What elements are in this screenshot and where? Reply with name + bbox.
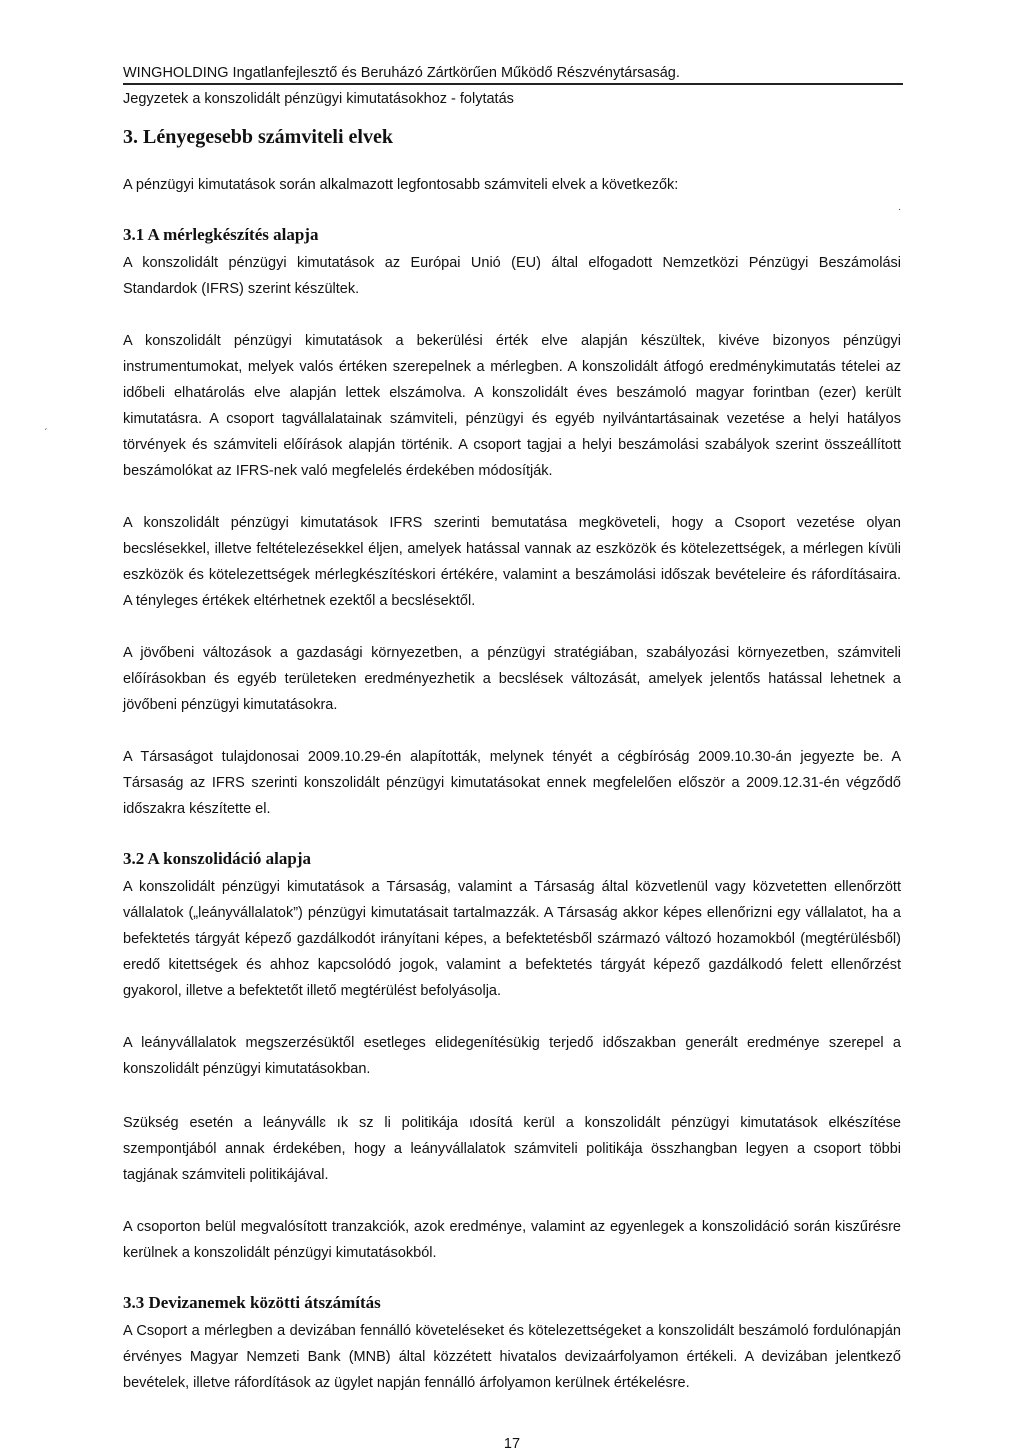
subsection-3-3-title: 3.3 Devizanemek közötti átszámítás [123,1293,381,1312]
section-intro: A pénzügyi kimutatások során alkalmazott legfontosabb számviteli elvek a következők: [123,177,679,193]
subsection-3-1-title: 3.1 A mérlegkészítés alapja [123,225,319,244]
section-title: 3. Lényegesebb számviteli elvek [123,126,393,148]
s31-paragraph-5: A Társaságot tulajdonosai 2009.10.29-én alapították, melynek tényét a cégbíróság 2009.10.30-án jegyezte be. A Társaság az IFRS szerinti konszolidált pénzügyi kimutatásokat ennek megfelelően először a 2009.12.31-én végződő időszakra készítette el. [123,749,901,817]
s32-paragraph-2: A leányvállalatok megszerzésüktől esetleges elidegenítésükig terjedő időszakban generált eredménye szerepel a konszolidált pénzügyi kimutatásokban. [123,1035,901,1077]
s32-paragraph-1: A konszolidált pénzügyi kimutatások a Társaság, valamint a Társaság által közvetlenül vagy közvetetten ellenőrzött vállalatok („leányvállalatok”) pénzügyi kimutatásait tartalmazzák. A Társaság akkor képes ellenőrizni egy vállalatot, ha a befektetés tárgyát képező gazdálkodót irányítani képes, a befektetésből származó változó hozamokból (megtérülésből) eredő kitettségek és ahhoz kapcsolódó jogok, valamint a befektetés tárgyát képező gazdálkodó felett ellenőrzést gyakorol, illetve a befektetőt illető megtérülést befolyásolja. [123,879,901,999]
main-content [123,124,901,1452]
s31-paragraph-1: A konszolidált pénzügyi kimutatások az Európai Unió (EU) által elfogadott Nemzetközi Pénzügyi Beszámolási Standardok (IFRS) szerint készültek. [123,255,901,297]
s32-paragraph-4: A csoporton belül megvalósított tranzakciók, azok eredménye, valamint az egyenlegek a konszolidáció során kiszűrésre kerülnek a konszolidált pénzügyi kimutatásokból. [123,1219,901,1261]
s33-paragraph-1: A Csoport a mérlegben a devizában fennálló követeléseket és kötelezettségeket a konszolidált beszámoló fordulónapján érvényes Magyar Nemzeti Bank (MNB) által közzétett hivatalos devizaárfolyamon értékeli. A devizában jelentkező bevételek, illetve ráfordítások az ügylet napján fennálló árfolyamon kerülnek értékelésre. [123,1323,901,1391]
s31-paragraph-2: A konszolidált pénzügyi kimutatások a bekerülési érték elve alapján készültek, kivéve bizonyos pénzügyi instrumentumokat, melyek valós értéken szerepelnek a mérlegben. A konszolidált átfogó eredménykimutatás tételei az időbeli elhatárolás elve alapján lettek elszámolva. A konszolidált éves beszámoló magyar forintban (ezer) került kimutatásra. A csoport tagvállalatainak számviteli, pénzügyi és egyéb nyilvántartásainak vezetése a helyi hatályos törvények és számviteli előírások alapján történik. A csoport tagjai a helyi beszámolási szabályok szerint összeállított beszámolókat az IFRS-nek való megfelelés érdekében módosítják. [123,333,901,479]
header-rule [123,83,903,85]
header-subtitle: Jegyzetek a konszolidált pénzügyi kimutatásokhoz - folytatás [123,91,514,107]
s31-paragraph-3: A konszolidált pénzügyi kimutatások IFRS szerinti bemutatása megköveteli, hogy a Csoport vezetése olyan becslésekkel, illetve feltételezésekkel éljen, amelyek hatással vannak az eszközök és kötelezettségek, a mérlegen kívüli eszközök és kötelezettségek mérlegkészítéskori értékére, valamint a beszámolási időszak bevételeire és ráfordításaira. A tényleges értékek eltérhetnek ezektől a becslésektől. [123,515,901,609]
s32-paragraph-3: Szükség esetén a leányvállɛ ık sz li politikája ıdosítá kerül a konszolidált pénzügyi kimutatások elkészítése szempontjából annak érdekében, hogy a leányvállalatok számviteli politikája összhangban legyen a csoport többi tagjának számviteli politikájával. [123,1115,901,1183]
page-number: 17 [503,1436,521,1452]
s31-paragraph-4: A jövőbeni változások a gazdasági környezetben, a pénzügyi stratégiában, szabályozási környezetben, számviteli előírásokban és egyéb területeken eredményezhetik a becslések változását, amelyek jelentős hatással lehetnek a jövőbeni pénzügyi kimutatásokra. [123,645,901,713]
scan-speck: · [898,204,902,215]
header-company: WINGHOLDING Ingatlanfejlesztő és Beruházó Zártkörűen Működő Részvénytársaság. [123,65,680,81]
subsection-3-2-title: 3.2 A konszolidáció alapja [123,849,311,868]
scan-mark: ˏ [44,420,48,431]
